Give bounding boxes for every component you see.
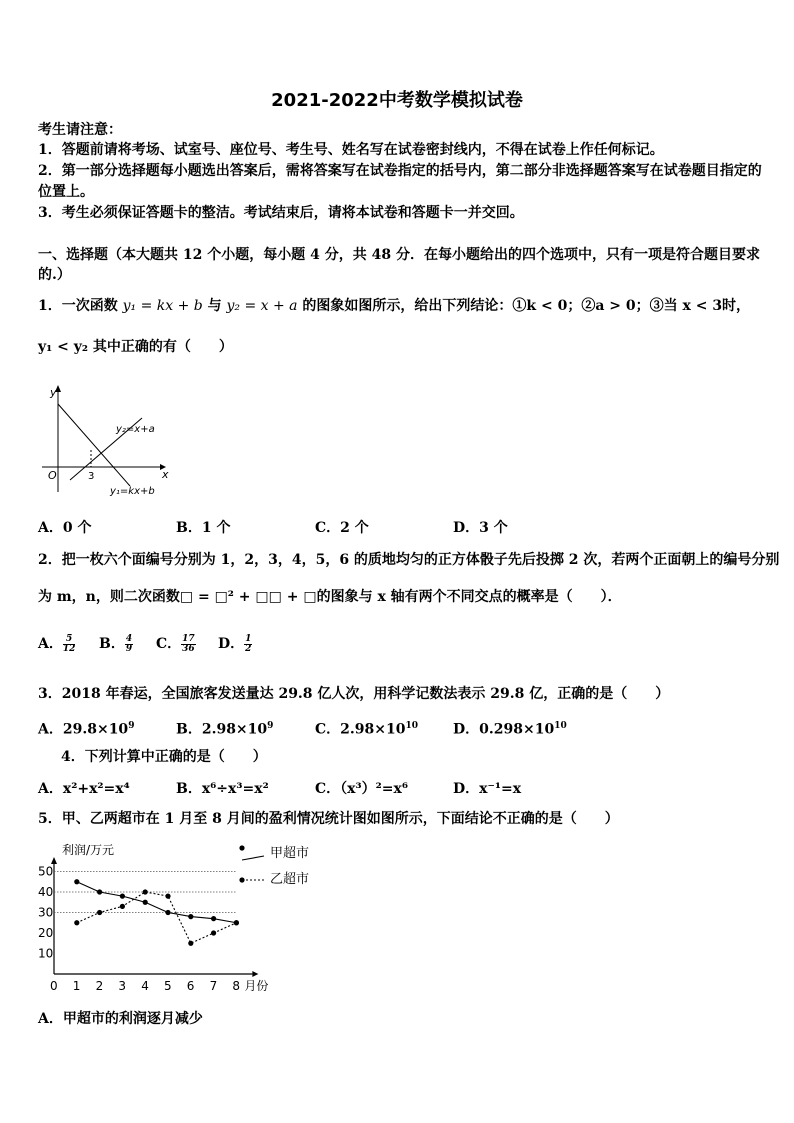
- q5-line: 5．甲、乙两超市在 1 月至 8 月间的盈利情况统计图如图所示，下面结论不正确的是（ ）: [38, 811, 619, 827]
- q2-option-b: [99, 634, 133, 654]
- q3-option-c-base: C．2.98×10: [315, 721, 406, 738]
- q1-option-b: B．1 个: [176, 520, 231, 536]
- q5-option-a: A．甲超市的利润逐月减少: [38, 1011, 203, 1027]
- section-heading-cont: 的.）: [38, 267, 71, 283]
- q1-option-d: D．3 个: [453, 520, 508, 536]
- q2-option-d-label: D．: [218, 636, 245, 652]
- q3-option-a-base: A．29.8×10: [38, 721, 129, 738]
- q3-option-b-base: B．2.98×10: [176, 721, 268, 738]
- q4-option-b: B．x⁶÷x³=x²: [176, 781, 269, 797]
- chart-point-s2-m2: [97, 910, 102, 915]
- q1-y-label: y: [50, 386, 57, 399]
- q2-option-a-label: A．: [38, 636, 63, 652]
- q4-option-d: D．x⁻¹=x: [453, 781, 522, 797]
- q3-option-c: [315, 716, 418, 740]
- chart-x-tick-7: 7: [209, 979, 218, 993]
- chart-point-s1-m6: [188, 914, 193, 919]
- q3-option-b: [176, 716, 273, 740]
- q4-line: 4．下列计算中正确的是（ ）: [61, 749, 267, 765]
- chart-y-tick-30: 30: [38, 905, 54, 920]
- chart-legend-label-2: 乙超市: [270, 872, 310, 887]
- chart-y-axis-label: 利润/万元: [62, 843, 115, 857]
- q2-option-a-fraction: [63, 635, 76, 654]
- q3-option-d-exp: 10: [554, 721, 567, 731]
- q1-y2-label: y₂=x+a: [116, 424, 155, 435]
- q1-y1-expr: y₁ = kx + b: [122, 298, 203, 314]
- q2-option-a-num: 5: [63, 635, 76, 645]
- q2-line2: 为 m，n，则二次函数□ = □² + □□ + □的图象与 x 轴有两个不同交点的概率是（ ）．: [38, 589, 622, 605]
- q1-option-a: A．0 个: [38, 520, 92, 536]
- chart-point-s2-m7: [211, 930, 216, 935]
- chart-y-tick-50: 50: [38, 864, 54, 879]
- q4-option-a: A．x²+x²=x⁴: [38, 781, 130, 797]
- q1-option-c: C．2 个: [315, 520, 369, 536]
- q2-option-d: [218, 634, 252, 654]
- q2-option-c-den: 36: [182, 643, 195, 654]
- q2-option-c: [156, 634, 196, 654]
- q2-option-c-num: 17: [182, 633, 195, 644]
- chart-point-s2-m5: [165, 894, 170, 899]
- chart-y-tick-10: 10: [38, 946, 54, 961]
- q2-option-d-num: 1: [245, 633, 252, 644]
- q3-option-a-exp: 9: [128, 721, 135, 731]
- chart-point-s1-m2: [97, 889, 102, 894]
- q2-line1: 2．把一枚六个面编号分别为 1，2，3，4，5，6 的质地均匀的正方体骰子先后投掷 2 次，若两个正面朝上的编号分别: [38, 552, 780, 568]
- q3-option-d: [453, 716, 567, 740]
- q1-mid: 与: [207, 298, 222, 314]
- notice-item-3: 3．考生必须保证答题卡的整洁。考试结束后，请将本试卷和答题卡一并交回。: [38, 205, 524, 221]
- q1-line2: y₁ < y₂ 其中正确的有（ ）: [38, 339, 233, 355]
- chart-legend-line-1: [242, 856, 264, 860]
- chart-point-s1-m1: [74, 879, 79, 884]
- q3-line: 3．2018 年春运，全国旅客发送量达 29.8 亿人次，用科学记数法表示 29.8 亿，正确的是（ ）: [38, 686, 670, 702]
- chart-legend-label-1: 甲超市: [270, 846, 310, 861]
- chart-x-tick-5: 5: [164, 979, 172, 993]
- q2-option-c-fraction: [181, 635, 196, 654]
- chart-point-s2-m8: [234, 920, 239, 925]
- chart-point-s2-m1: [74, 920, 79, 925]
- q3-option-d-base: D．0.298×10: [453, 721, 555, 738]
- q2-option-d-fraction: [244, 635, 252, 654]
- notice-heading: 考生请注意：: [38, 122, 122, 138]
- notice-item-2-cont: 位置上。: [38, 184, 94, 200]
- chart-x-tick-6: 6: [186, 979, 195, 993]
- chart-y-axis-arrow: [51, 857, 57, 864]
- q1-x-label: x: [162, 468, 169, 481]
- q2-option-d-den: 2: [245, 643, 252, 654]
- chart-point-s1-m3: [120, 894, 125, 899]
- notice-item-2: 2．第一部分选择题每小题选出答案后，需将答案写在试卷指定的括号内，第二部分非选择题答案写在试卷题目指定的: [38, 163, 762, 179]
- notice-item-1: 1．答题前请将考场、试室号、座位号、考生号、姓名写在试卷密封线内，不得在试卷上作任何标记。: [38, 142, 664, 158]
- q2-option-b-fraction: [125, 635, 133, 654]
- chart-y-tick-40: 40: [38, 885, 54, 899]
- q3-option-c-exp: 10: [405, 721, 418, 731]
- chart-x-tick-2: 2: [95, 979, 104, 993]
- chart-x-axis-arrow: [252, 971, 258, 977]
- chart-legend-marker-1: [239, 845, 244, 850]
- section-heading: 一、选择题（本大题共 12 个小题，每小题 4 分，共 48 分．在每小题给出的四个选项中，只有一项是符合题目要求: [38, 247, 760, 263]
- q1-origin-label: O: [48, 469, 57, 482]
- chart-point-s1-m4: [143, 900, 148, 905]
- page-title: 2021-2022中考数学模拟试卷: [271, 90, 523, 111]
- q1-tick-3: 3: [88, 471, 95, 482]
- q3-option-a: [38, 716, 134, 740]
- q4-option-c: C．（x³）²=x⁶: [315, 781, 408, 797]
- q1-text: [38, 296, 750, 316]
- q3-option-b-exp: 9: [267, 721, 274, 731]
- q1-graph: [38, 382, 178, 502]
- q2-option-a: [38, 634, 75, 654]
- chart-x-tick-1: 1: [72, 979, 81, 993]
- chart-point-s1-m7: [211, 916, 216, 921]
- chart-x-tick-0: 0: [50, 979, 58, 993]
- chart-point-s2-m3: [120, 904, 125, 909]
- q2-option-b-den: 9: [125, 643, 133, 654]
- chart-point-s2-m4: [143, 889, 148, 894]
- chart-point-s2-m6: [188, 941, 193, 946]
- chart-point-s1-m5: [165, 910, 170, 915]
- chart-x-tick-3: 3: [118, 979, 127, 993]
- q2-option-c-label: C．: [156, 636, 182, 652]
- q1-rest: 的图象如图所示，给出下列结论：①k < 0；②a > 0；③当 x < 3时，: [302, 298, 751, 314]
- chart-x-tick-4: 4: [141, 979, 149, 993]
- chart-x-tick-8: 8: [232, 979, 241, 993]
- q2-option-b-num: 4: [125, 633, 133, 644]
- q1-number: 1．一次函数: [38, 298, 118, 314]
- profit-chart: [36, 838, 336, 996]
- chart-x-axis-label: 月份: [244, 979, 269, 993]
- q2-option-b-label: B．: [99, 636, 125, 652]
- q1-y2-expr: y₂ = x + a: [226, 298, 298, 314]
- q1-y1-label: y₁=kx+b: [110, 486, 155, 497]
- q2-option-a-den: 12: [62, 643, 76, 654]
- chart-y-tick-20: 20: [38, 926, 54, 940]
